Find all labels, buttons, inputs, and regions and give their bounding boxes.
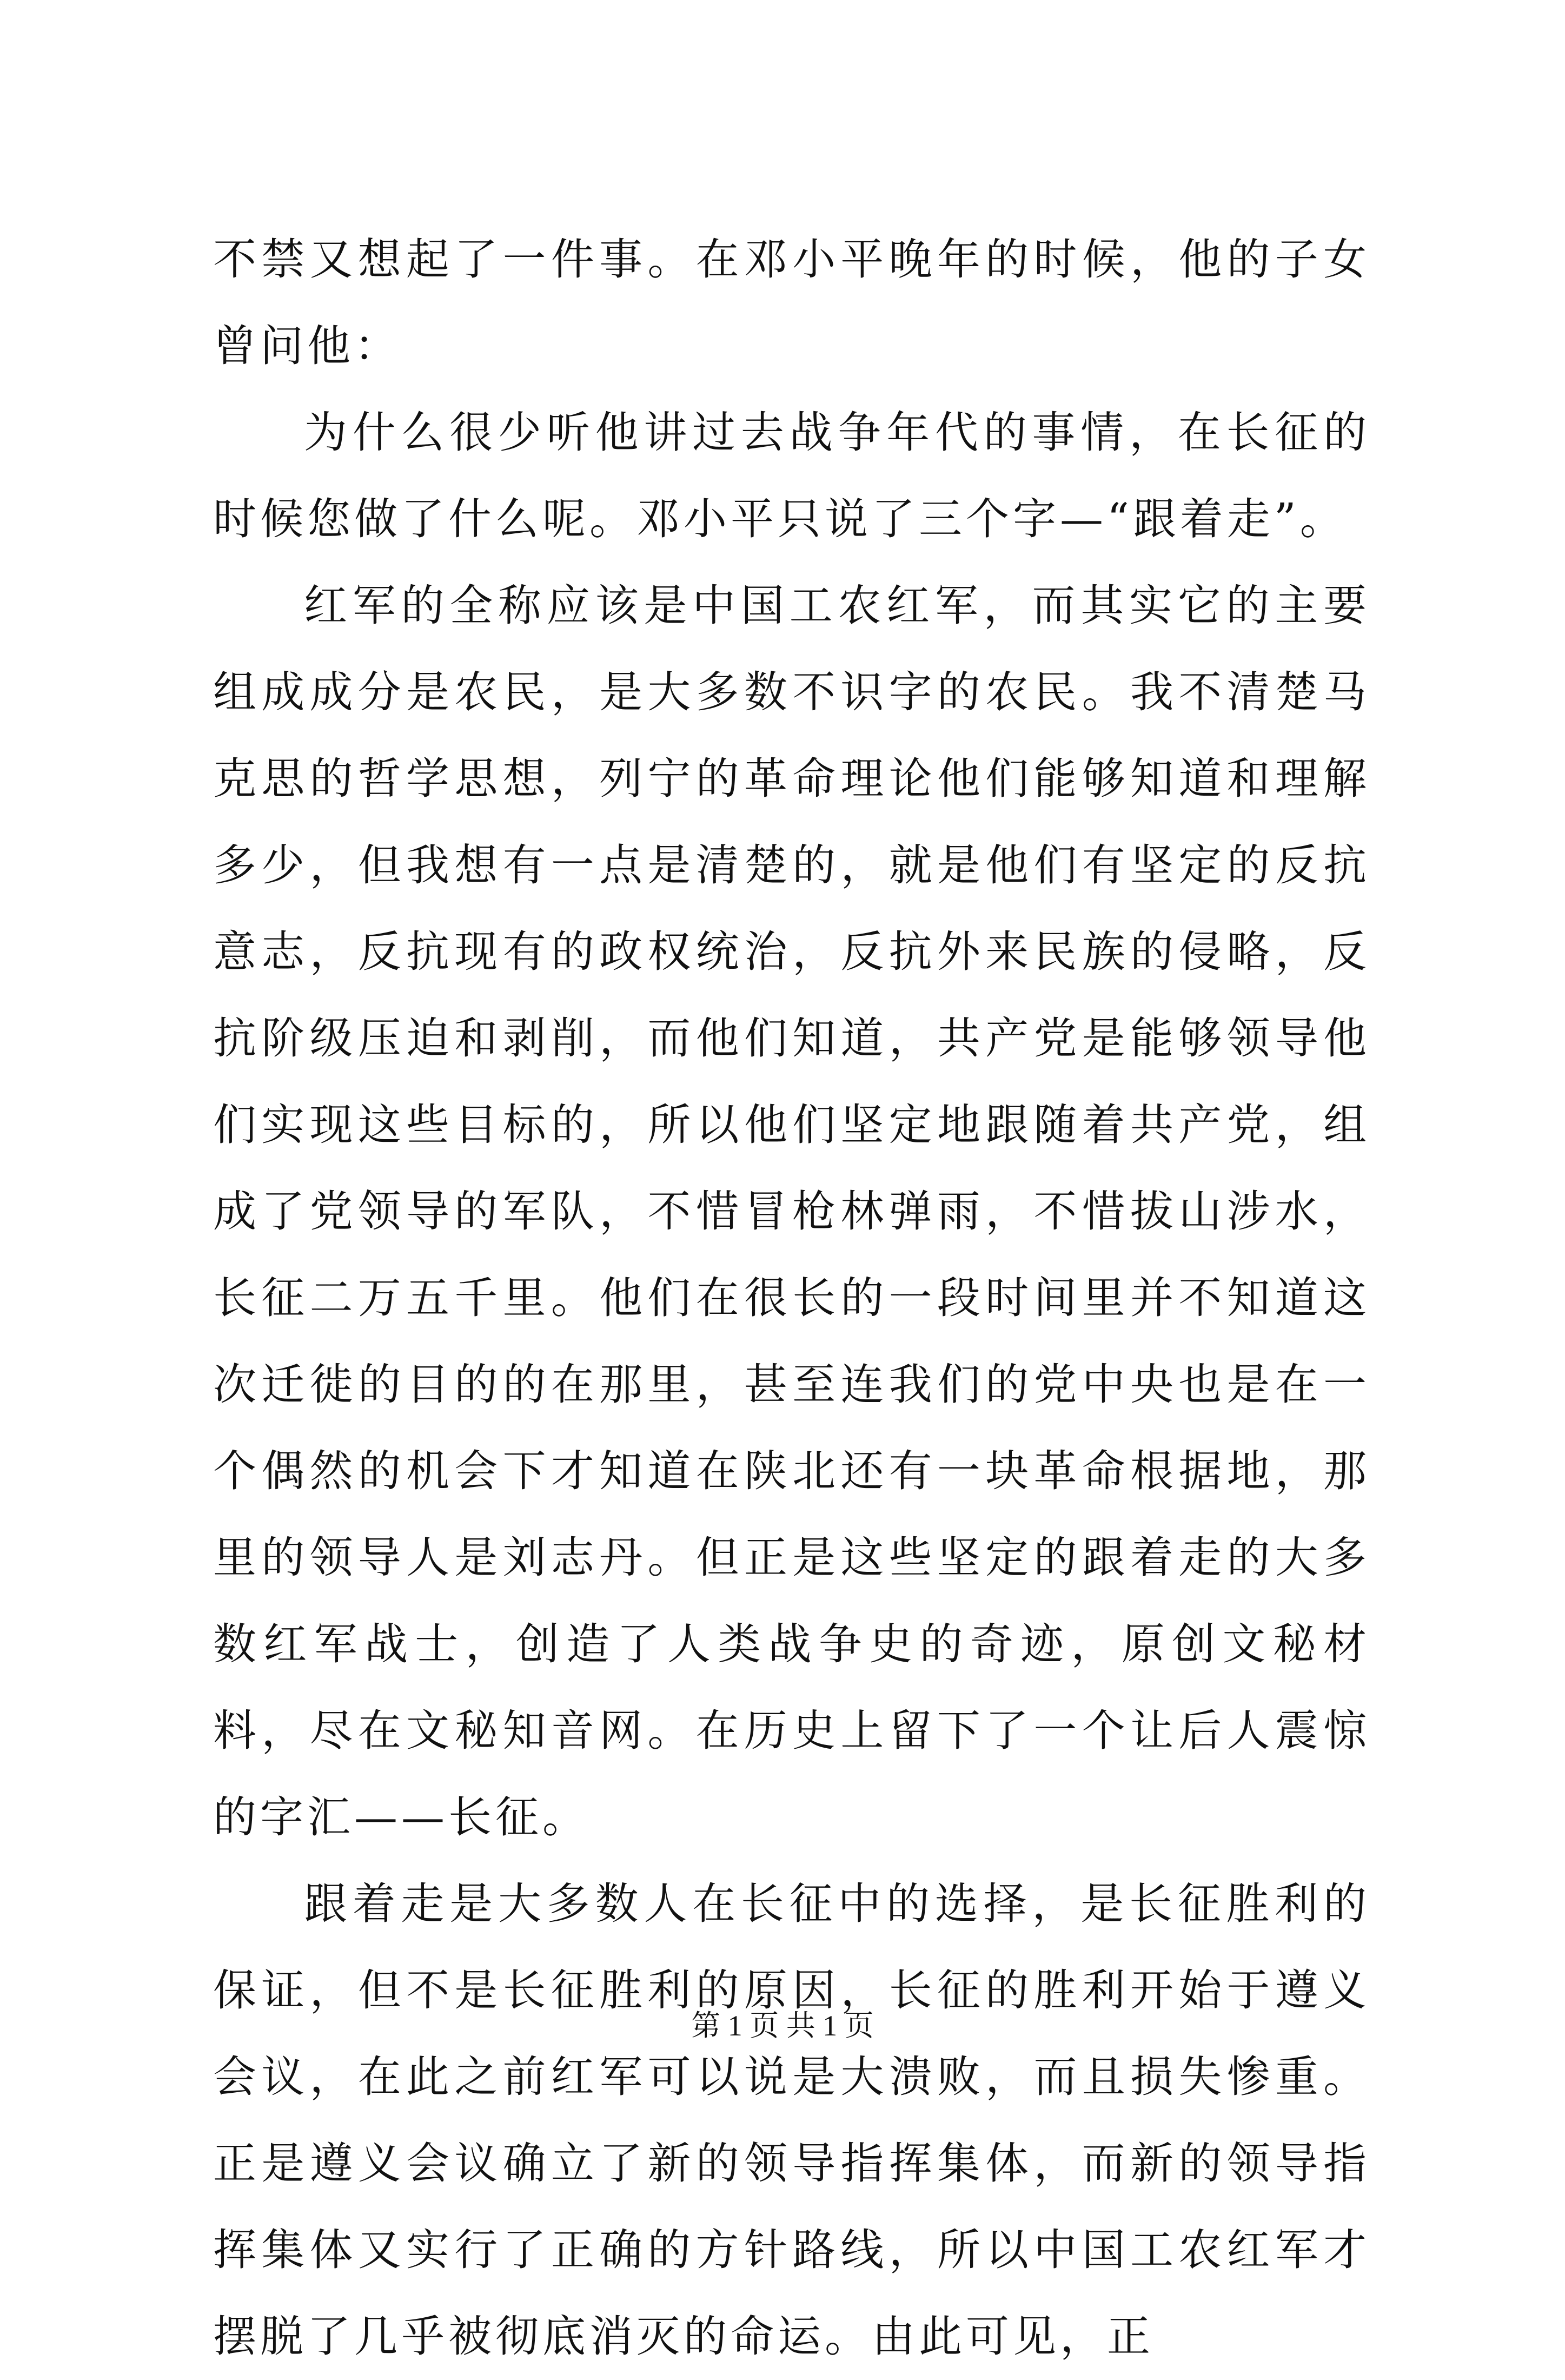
paragraph-1: 不禁又想起了一件事。在邓小平晚年的时候，他的子女曾问他： — [213, 234, 1370, 371]
page-footer: 第 1 页 共 1 页 — [691, 2009, 874, 2042]
document-body — [213, 216, 1370, 2380]
paragraph-4: 跟着走是大多数人在长征中的选择，是长征胜利的保证，但不是长征胜利的原因，长征的胜利开始于遵义会议，在此之前红军可以说是大溃败，而且损失惨重。正是遵义会议确立了新的领导指挥集体，而新的领导指挥集体又实行了正确的方针路线，所以中国工农红军才摆脱了几乎被彻底消灭的命运。由此可见，正 — [213, 1879, 1370, 2362]
paragraph-3: 红军的全称应该是中国工农红军，而其实它的主要组成成分是农民，是大多数不识字的农民。我不清楚马克思的哲学思想，列宁的革命理论他们能够知道和理解多少，但我想有一点是清楚的，就是他们有坚定的反抗意志，反抗现有的政权统治，反抗外来民族的侵略，反抗阶级压迫和剥削，而他们知道，共产党是能够领导他们实现这些目标的，所以他们坚定地跟随着共产党，组成了党领导的军队，不惜冒枪林弹雨，不惜拔山涉水，长征二万五千里。他们在很长的一段时间里并不知道这次迁徙的目的的在那里，甚至连我们的党中央也是在一个偶然的机会下才知道在陕北还有一块革命根据地，那里的领导人是刘志丹。但正是这些坚定的跟着走的大多数红军战士，创造了人类战争史的奇迹，原创文秘材料，尽在文秘知音网。在历史上留下了一个让后人震惊的字汇——长征。 — [213, 580, 1370, 1842]
paragraph-2: 为什么很少听他讲过去战争年代的事情，在长征的时候您做了什么呢。邓小平只说了三个字—“跟着走”。 — [213, 407, 1370, 544]
